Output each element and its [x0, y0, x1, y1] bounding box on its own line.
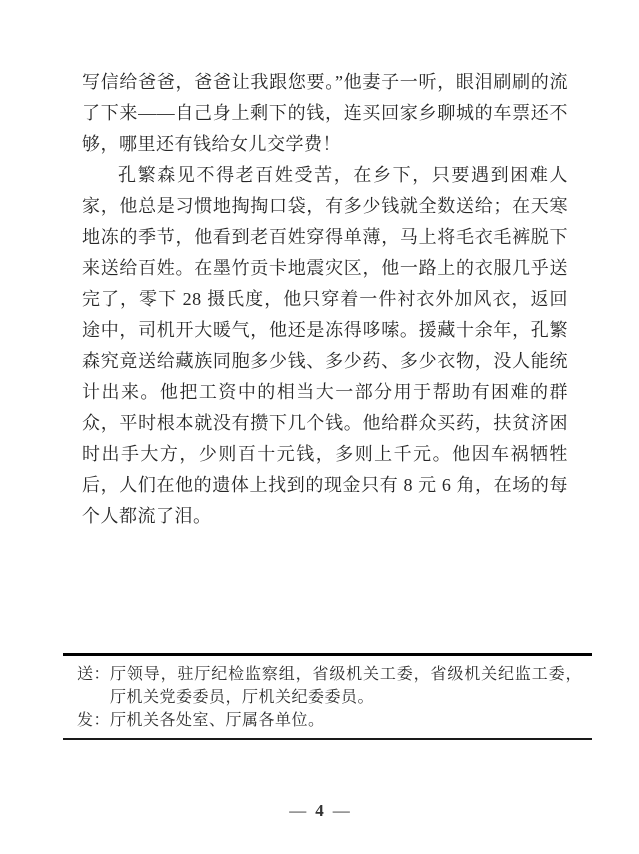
distribution-block [63, 653, 592, 740]
distribution-entry-issue [77, 709, 582, 732]
paragraph-continuation: 写信给爸爸，爸爸让我跟您要。”他妻子一听，眼泪刷刷的流了下来——自己身上剩下的钱，连买回家乡聊城的车票还不够，哪里还有钱给女儿交学费！ [82, 72, 568, 154]
paragraph-kong-fansen: 孔繁森见不得老百姓受苦，在乡下，只要遇到困难人家，他总是习惯地掏掏口袋，有多少钱就全数送给；在天寒地冻的季节，他看到老百姓穿得单薄，马上将毛衣毛裤脱下来送给百姓。在墨竹贡卡地震灾区，他一路上的衣服几乎送完了，零下 28 摄氏度，他只穿着一件衬衣外加风衣，返回途中，司机开大暖气，他还是冻得哆嗦。援藏十余年，孔繁森究竟送给藏族同胞多少钱、多少药、多少衣物，没人能统计出来。他把工资中的相当大一部分用于帮助有困难的群众，平时根本就没有攒下几个钱。他给群众买药，扶贫济困时出手大方，少则百十元钱，多则上千元。他因车祸牺牲后，人们在他的遗体上找到的现金只有 8 元 6 角，在场的每个人都流了泪。 [82, 165, 568, 526]
page-number-dash-left: — [289, 801, 307, 820]
page-number-value: 4 [315, 801, 324, 820]
page-number [0, 801, 639, 821]
distribution-label-issue: 发： [77, 712, 111, 729]
page-number-dash-right: — [332, 801, 350, 820]
distribution-text-send: 厅领导，驻厅纪检监察组，省级机关工委，省级机关纪监工委，厅机关党委委员，厅机关纪委委员。 [110, 666, 582, 706]
distribution-entry-send [77, 663, 582, 709]
distribution-label-send: 送： [77, 666, 111, 683]
body-text [82, 67, 568, 532]
distribution-text-issue: 厅机关各处室、厅属各单位。 [110, 712, 325, 729]
